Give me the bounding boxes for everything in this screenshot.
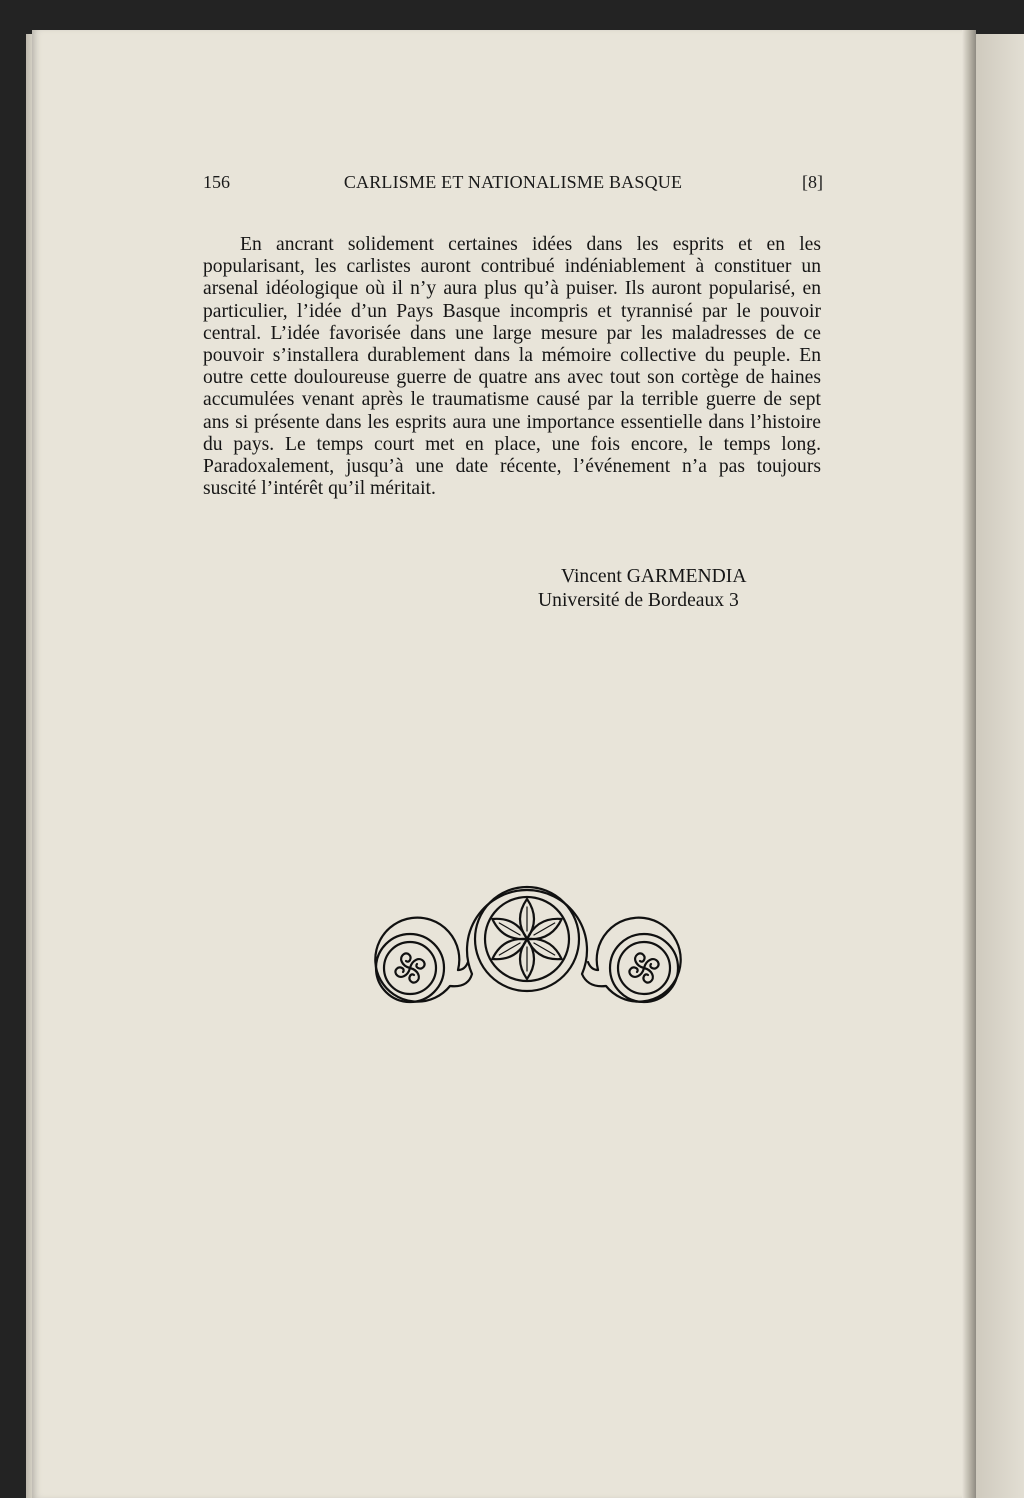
book-gutter bbox=[962, 30, 976, 1498]
facing-page-edge bbox=[976, 34, 1024, 1498]
section-number: [8] bbox=[802, 172, 823, 192]
author-name: Vincent GARMENDIA bbox=[561, 566, 747, 587]
body-paragraph: En ancrant solidement certaines idées dans les esprits et en les popularisant, les carlistes auront contribué indéniablement à constituer un arsenal idéologique où il n’y aura plus qu’à puiser. Ils auront popularisé, en particulier, l’idée d’un Pays Basque incompris et tyrannisé par le pouvoir central. L’idée favorisée dans une large mesure par les maladresses de ce pouvoir s’installera durablement dans la mémoire collective du peuple. En outre cette douloureuse guerre de quatre ans avec tout son cortège de haines accumulées venant après le traumatisme causé par la terrible guerre de sept ans si présente dans les esprits aura une importance essentielle dans l’histoire du pays. Le temps court met en place, une fois encore, le temps long. Paradoxalement, jusqu’à une date récente, l’événement n’a pas toujours suscité l’intérêt qu’il méritait. bbox=[203, 234, 821, 500]
page-number: 156 bbox=[203, 172, 230, 192]
running-head bbox=[203, 172, 823, 200]
basque-rosette-lauburu-ornament-icon bbox=[368, 866, 688, 1018]
running-title: CARLISME ET NATIONALISME BASQUE bbox=[343, 172, 683, 192]
author-affiliation: Université de Bordeaux 3 bbox=[538, 590, 739, 611]
